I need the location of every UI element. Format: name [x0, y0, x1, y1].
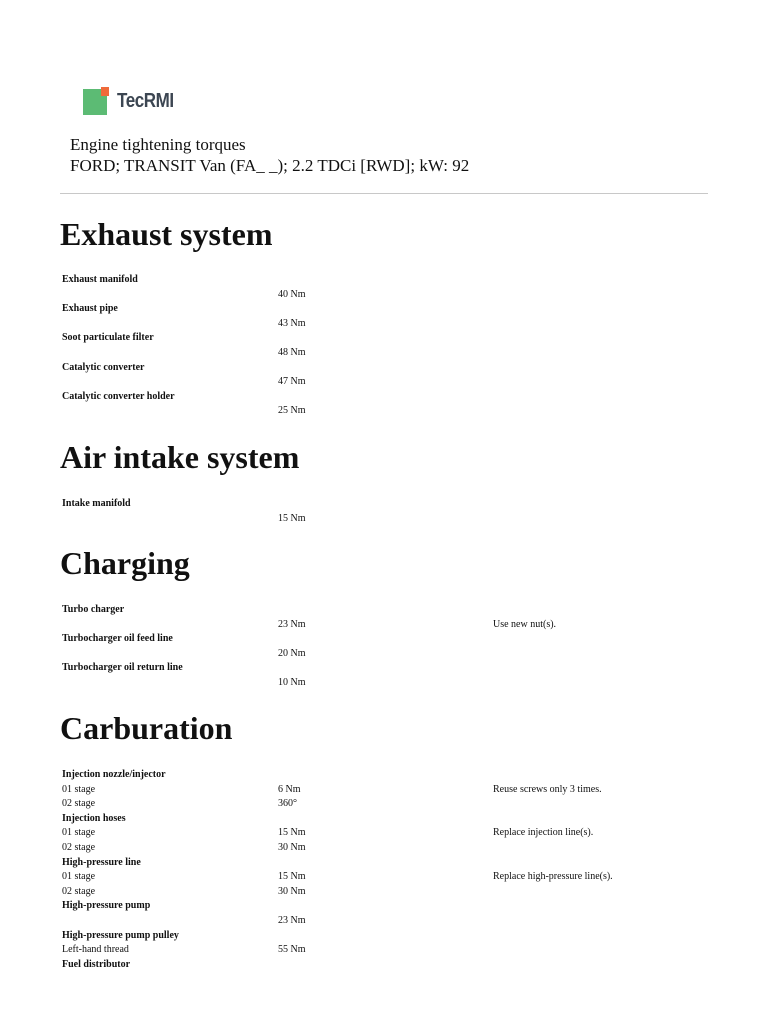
table-row [62, 943, 722, 957]
table-row [62, 661, 722, 675]
torque-value: 23 Nm [278, 915, 306, 926]
torque-value: 43 Nm [278, 317, 306, 329]
torque-value: 15 Nm [278, 871, 306, 883]
torque-value: 360° [278, 798, 297, 810]
torque-value: 47 Nm [278, 376, 306, 388]
header-divider [60, 193, 708, 194]
torque-value: 25 Nm [278, 405, 306, 417]
component-name: Exhaust pipe [62, 303, 118, 315]
document-header [70, 134, 469, 176]
table-row [62, 899, 722, 913]
table-row [62, 768, 722, 782]
table-row [62, 929, 722, 943]
table-row [62, 797, 722, 811]
stage-label: 01 stage [62, 827, 96, 839]
vehicle-description: FORD; TRANSIT Van (FA_ _); 2.2 TDCi [RWD]; kW: 92 [70, 156, 470, 175]
component-name: High-pressure line [62, 856, 141, 868]
table-row [62, 914, 722, 928]
table-row [62, 856, 722, 870]
component-name: Injection nozzle/injector [62, 769, 166, 780]
table-row [62, 512, 722, 526]
table-row [62, 375, 722, 389]
tecrmi-logo [83, 86, 184, 116]
logo-orange-square [101, 87, 109, 96]
table-row [62, 812, 722, 826]
stage-label: 02 stage [62, 798, 96, 810]
table-row [62, 603, 722, 617]
component-name: Catalytic converter holder [62, 390, 175, 402]
table-row [62, 618, 722, 632]
table-row [62, 841, 722, 855]
stage-label: 01 stage [62, 783, 96, 795]
torque-note: Use new nut(s). [493, 618, 557, 630]
component-name: Turbo charger [62, 604, 125, 615]
section-title-air-intake: Air intake system [60, 439, 300, 475]
document-title: Engine tightening torques [70, 135, 246, 154]
table-row [62, 331, 722, 345]
torque-value: 30 Nm [278, 885, 306, 897]
torque-value: 30 Nm [278, 842, 306, 853]
component-name: Catalytic converter [62, 361, 145, 373]
component-name: Fuel distributor [62, 958, 131, 970]
table-row [62, 676, 722, 690]
table-row [62, 632, 722, 646]
torque-value: 15 Nm [278, 827, 306, 839]
table-row [62, 497, 722, 511]
torque-value: 6 Nm [278, 783, 301, 795]
table-row [62, 870, 722, 884]
torque-note: Replace high-pressure line(s). [493, 871, 613, 883]
torque-value: 23 Nm [278, 618, 306, 630]
logo-text: TecRMI [117, 89, 174, 112]
table-row [62, 273, 722, 287]
torque-note: Reuse screws only 3 times. [493, 783, 602, 795]
torque-note: Replace injection line(s). [493, 827, 594, 839]
component-name: Intake manifold [62, 498, 131, 509]
torque-value: 15 Nm [278, 512, 306, 524]
component-name: High-pressure pump pulley [62, 929, 179, 941]
section-title-exhaust: Exhaust system [60, 216, 273, 252]
stage-label: 02 stage [62, 885, 96, 897]
component-name: Exhaust manifold [62, 274, 138, 285]
component-name: Turbocharger oil return line [62, 662, 183, 674]
torque-value: 55 Nm [278, 944, 306, 956]
logo-mark-icon [83, 87, 110, 115]
component-name: Injection hoses [62, 812, 126, 824]
table-row [62, 958, 722, 972]
table-row [62, 346, 722, 360]
table-row [62, 302, 722, 316]
table-row [62, 288, 722, 302]
component-name: Soot particulate filter [62, 332, 154, 344]
stage-label: Left-hand thread [62, 944, 129, 956]
table-row [62, 826, 722, 840]
table-row [62, 390, 722, 404]
section-title-charging: Charging [60, 545, 190, 581]
section-title-carburation: Carburation [60, 710, 233, 746]
stage-label: 02 stage [62, 842, 96, 853]
component-name: High-pressure pump [62, 900, 151, 912]
table-row [62, 361, 722, 375]
table-row [62, 885, 722, 899]
table-row [62, 647, 722, 661]
table-row [62, 317, 722, 331]
torque-value: 40 Nm [278, 288, 306, 300]
component-name: Turbocharger oil feed line [62, 633, 173, 645]
stage-label: 01 stage [62, 871, 96, 883]
torque-value: 48 Nm [278, 347, 306, 358]
torque-value: 10 Nm [278, 677, 306, 688]
table-row [62, 404, 722, 418]
torque-value: 20 Nm [278, 647, 306, 659]
table-row [62, 783, 722, 797]
